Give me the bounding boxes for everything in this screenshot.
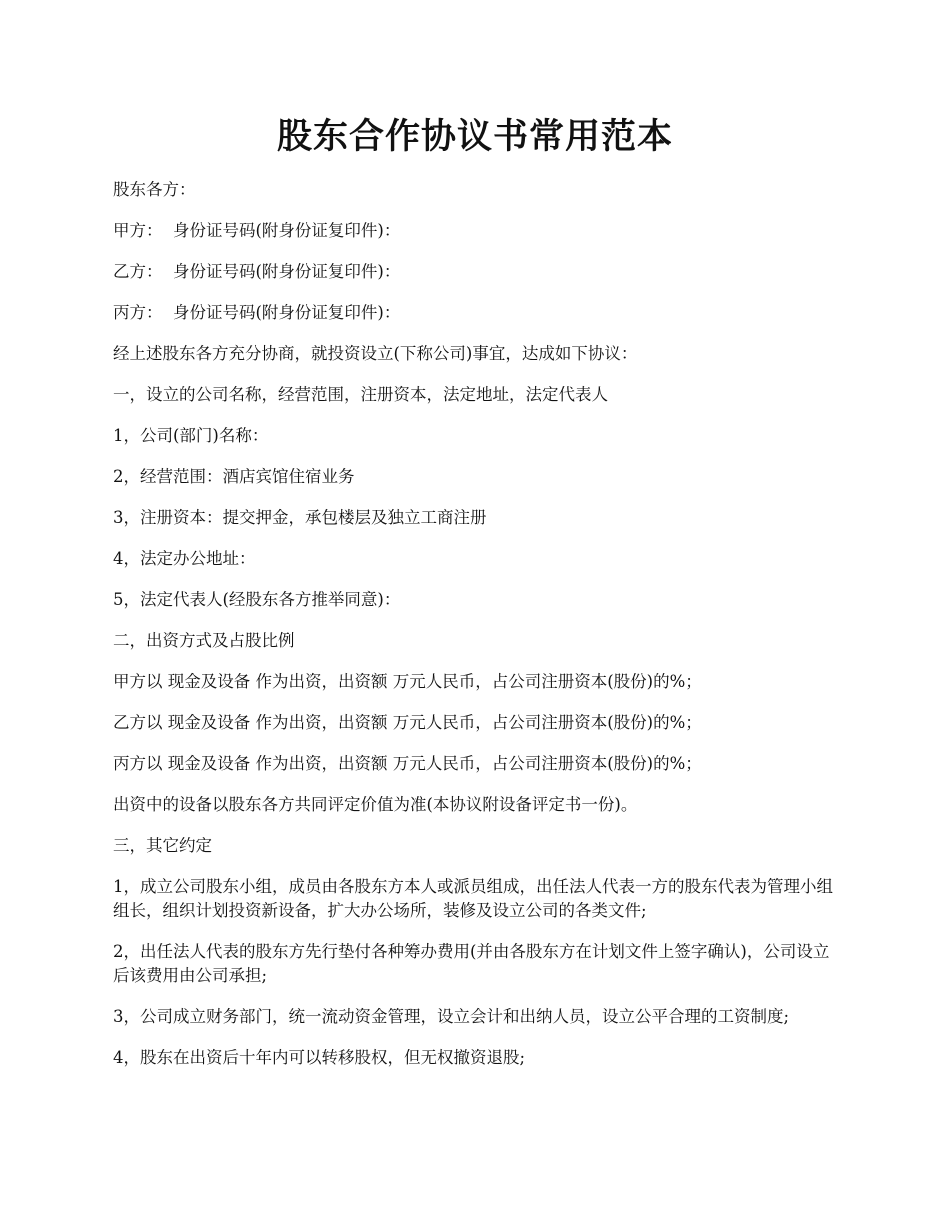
paragraph-clause-2: 2，出任法人代表的股东方先行垫付各种筹办费用(并由各股东方在计划文件上签字确认)，公司设立后该费用由公司承担; <box>113 942 830 985</box>
paragraph-registered-capital: 3，注册资本：提交押金，承包楼层及独立工商注册 <box>113 508 487 527</box>
paragraph-equipment-valuation: 出资中的设备以股东各方共同评定价值为准(本协议附设备评定书一份)。 <box>113 795 638 814</box>
document-body <box>113 178 838 1087</box>
paragraph-clause-4: 4，股东在出资后十年内可以转移股权，但无权撤资退股; <box>113 1048 526 1067</box>
paragraph-legal-representative: 5，法定代表人(经股东各方推举同意)： <box>113 590 401 609</box>
paragraph-office-address: 4，法定办公地址： <box>113 549 256 568</box>
paragraph-contribution-a: 甲方以 现金及设备 作为出资，出资额 万元人民币，占公司注册资本(股份)的%； <box>113 672 702 691</box>
paragraph-company-name: 1，公司(部门)名称： <box>113 426 269 445</box>
paragraph-contribution-b: 乙方以 现金及设备 作为出资，出资额 万元人民币，占公司注册资本(股份)的%； <box>113 713 702 732</box>
section-heading-1: 一，设立的公司名称，经营范围，注册资本，法定地址，法定代表人 <box>113 385 608 404</box>
section-heading-2: 二，出资方式及占股比例 <box>113 631 295 650</box>
paragraph-party-b: 乙方： 身份证号码(附身份证复印件)： <box>113 262 401 281</box>
paragraph-contribution-c: 丙方以 现金及设备 作为出资，出资额 万元人民币，占公司注册资本(股份)的%； <box>113 754 702 773</box>
paragraph-party-a: 甲方： 身份证号码(附身份证复印件)： <box>113 221 401 240</box>
section-heading-3: 三，其它约定 <box>113 836 212 855</box>
paragraph-clause-3: 3，公司成立财务部门，统一流动资金管理，设立会计和出纳人员，设立公平合理的工资制度; <box>113 1007 790 1026</box>
paragraph-business-scope: 2，经营范围：酒店宾馆住宿业务 <box>113 467 355 486</box>
document-title: 股东合作协议书常用范本 <box>276 116 673 157</box>
paragraph-clause-1: 1，成立公司股东小组，成员由各股东方本人或派员组成，出任法人代表一方的股东代表为管理小组组长，组织计划投资新设备，扩大办公场所，装修及设立公司的各类文件; <box>113 877 833 920</box>
paragraph-party-c: 丙方： 身份证号码(附身份证复印件)： <box>113 303 401 322</box>
paragraph-intro: 经上述股东各方充分协商，就投资设立(下称公司)事宜，达成如下协议： <box>113 344 638 363</box>
paragraph-shareholders: 股东各方： <box>113 180 196 199</box>
